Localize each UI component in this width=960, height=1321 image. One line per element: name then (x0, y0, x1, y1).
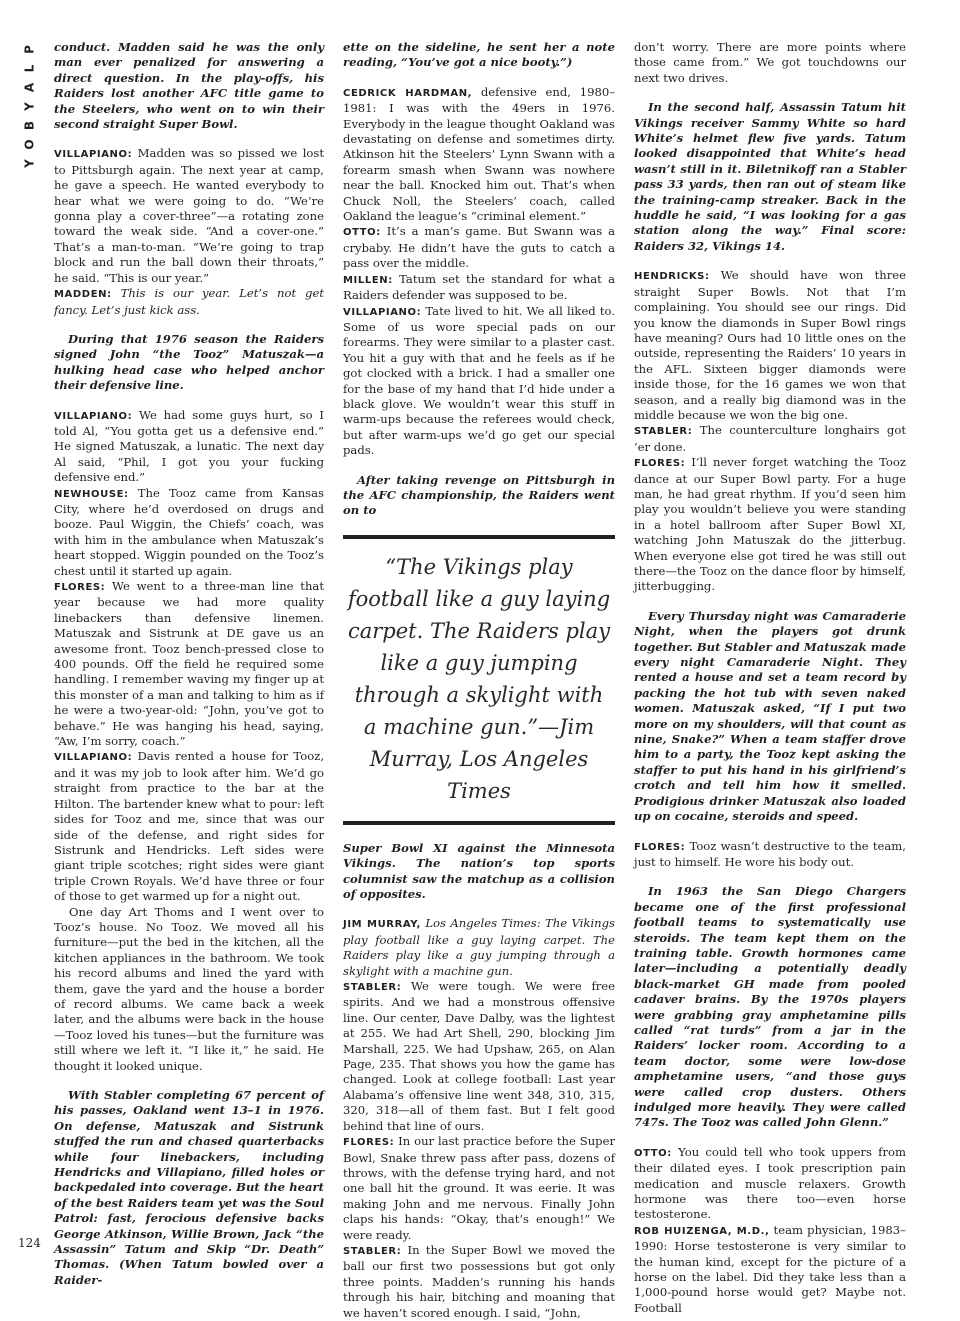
quote-paragraph (54, 749, 324, 904)
quote-paragraph (54, 408, 324, 486)
masthead-letter: B (22, 120, 37, 131)
speaker-name: HENDRICKS: (634, 271, 710, 283)
editorial-intro: conduct. Madden said he was the only man ever penalized for answering a direct question. In the play-offs, his Raiders lost another AFC title game to the Steelers, who went on to win their second straight Super Bowl. (54, 40, 324, 132)
column-1 (54, 40, 324, 1302)
editorial-intro: In the second half, Assassin Tatum hit Vikings receiver Sammy White so hard White’s helmet flew five yards. Tatum looked disappointed that White’s head wasn’t still in it. Biletnikoff ran a Stabler pass 33 yards, then ran out of steam like the training-camp streaker. Back in the huddle he said, “I was looking for a gas station along the way.” Final score: Raiders 32, Vikings 14. (634, 100, 906, 253)
speaker-name: VILLAPIANO: (343, 306, 422, 318)
masthead-letter: L (22, 64, 37, 73)
quote-paragraph (343, 1243, 615, 1321)
page-number: 124 (18, 1236, 41, 1250)
masthead-letter: Y (22, 159, 37, 168)
quote-paragraph (54, 146, 324, 286)
quote-paragraph (634, 839, 906, 871)
quote-text: Los Angeles Times: The Vikings play football like a guy laying carpet. The Raiders play like a guy jumping through a skylight with a machine gun. (343, 916, 615, 978)
quote-paragraph (343, 1134, 615, 1243)
quote-paragraph (343, 979, 615, 1134)
quote-text: defensive end, 1980–1981: I was with the 49ers in 1976. Everybody in the league thought Oakland was devastating on defense and sometimes dirty. Atkinson hit the Steelers’ Lynn Swann with a forearm smash when Swann was nowhere near the ball. Knocked him out. That’s when Chuck Noll, the Steelers’ coach, called Oakland the league’s “criminal element.” (343, 84, 616, 224)
quote-text: The Tooz came from Kansas City, where he’d overdosed on drugs and booze. Paul Wiggin, the Chiefs’ coach, was with him in the ambulance when Matuszak’s heart stopped. Wiggin pounded on the Tooz’s chest until it started up again. (54, 485, 324, 578)
speaker-name: FLORES: (54, 582, 106, 593)
editorial-intro: During that 1976 season the Raiders signed John “the Tooz” Matuszak—a hulking head case who helped anchor their defensive line. (54, 331, 324, 393)
quote-paragraph (634, 1145, 906, 1223)
masthead-letter: Y (22, 102, 37, 111)
speaker-name: VILLAPIANO: (54, 149, 133, 161)
speaker-name: CEDRICK HARDMAN, (343, 87, 473, 99)
body-paragraph: don’t worry. There are more points where those came from.” We got touchdowns our next two drives. (634, 40, 906, 85)
quote-text: Tatum set the standard for what a Raiders defender was supposed to be. (343, 271, 615, 303)
quote-text: team physician, 1983–1990: Horse testosterone is very similar to the human kind, except for the picture of a horse on the label. Did they take less than a 1,000-pound horse would get? Maybe not. Football (634, 1222, 906, 1315)
quote-text: I’ll never forget watching the Tooz dance at our Super Bowl party. For a huge man, he had great rhythm. If you’d seen him play you wouldn’t believe you were standing in a hotel ballroom after Super Bowl XI, watching John Matuszak do the jitterbug. When everyone else got tired he was still out there—the Tooz on the dance floor by himself, jitterbugging. (634, 455, 906, 594)
speaker-name: MILLEN: (343, 274, 393, 286)
speaker-name: STABLER: (343, 1245, 402, 1257)
body-paragraph: One day Art Thoms and I went over to Tooz’s house. No Tooz. We moved all his furniture—put the bed in the kitchen, all the kitchen appliances in the bathroom. We took his record albums and lined the yard with them, gave the yard and the house a border of record albums. We came back a week later, and the albums were back in the house—Tooz loved his tunes—but the furniture was still where we left it. “I like it,” he said. He thought it looked unique. (54, 904, 324, 1073)
quote-text: You could tell who took uppers from their dilated eyes. I took prescription pain medication and muscle relaxers. Growth hormone was there too—even horse testosterone. (634, 1144, 906, 1222)
editorial-intro: Every Thursday night was Camaraderie Night, when the players got drunk together. But Stabler and Matuszak made every night Camaraderie Night. They rented a house and set a team record by packing the hot tub with seven naked women. Matuszak asked, “If I put two more on my shoulders, will that count as nine, Snake?” When a team staffer drove him to a party, the Tooz kept asking the staffer to put his hand in his girlfriend’s crotch and tell him how it smelled. Prodigious drinker Matuszak also loaded up on cocaine, steroids and speed. (634, 608, 906, 824)
quote-text: We should have won three straight Super Bowls. Not that I’m complaining. You should see our rings. Did you know the diamonds in Super Bowl rings have meaning? Ours had 10 little ones on the outside, representing the Raiders’ 10 years in the AFL. Sixteen bigger diamonds were inside those, for the 16 games we won that season, and a really big diamond was in the middle because we won the big one. (634, 268, 906, 422)
speaker-name: ROB HUIZENGA, M.D., (634, 1225, 770, 1237)
quote-text: We went to a three-man line that year because we had more quality linebackers than defensive linemen. Matuszak and Sistrunk at DE gave us an awesome front. Tooz bench-pressed close to 400 pounds. Off the field he required some handling. I remember waving my finger up at this monster of a man and talking to him as if he were a two-year-old: “John, you’ve got to behave.” He was hanging his head, saying, “Aw, I’m sorry, coach.” (54, 579, 324, 749)
quote-text: The counterculture longhairs got ’er done. (634, 423, 906, 454)
playboy-masthead (18, 40, 42, 190)
quote-paragraph (343, 224, 615, 271)
speaker-name: VILLAPIANO: (54, 410, 133, 422)
speaker-name: STABLER: (343, 982, 402, 994)
quote-paragraph (54, 579, 324, 749)
speaker-name: FLORES: (634, 458, 686, 470)
quote-paragraph (343, 916, 615, 979)
quote-paragraph (54, 486, 324, 579)
quote-text: Tooz wasn’t destructive to the team, just to himself. He wore his body out. (634, 838, 906, 869)
speaker-name: OTTO: (634, 1147, 672, 1159)
quote-paragraph (634, 1223, 906, 1316)
quote-paragraph (634, 423, 906, 455)
speaker-name: MADDEN: (54, 289, 112, 301)
quote-text: We were tough. We were free spirits. And we had a monstrous offensive line. Our center, Dave Dalby, was the lightest at 255. We had Art Shell, 290, blocking Jim Marshall, 225. We had Upshaw, 265, on Alan Page, 235. That shows you how the game has changed. Look at college football: Last year Alabama’s offensive line went 348, 310, 315, 320, 318—all of them fast. But I felt good behind that line of ours. (343, 979, 615, 1133)
quote-text: Davis rented a house for Tooz, and it was my job to look after him. We’d go straight from practice to the bar at the Hilton. The bartender knew what to pour: left sides for Tooz and me, since that was our side of the defense, and right sides for Sistrunk and Hendricks. Left sides were giant triple scotches; right sides were giant triple Crown Royals. We’d have three or four of those to get warmed up for a night out. (54, 749, 324, 904)
speaker-name: NEWHOUSE: (54, 488, 129, 500)
editorial-intro: After taking revenge on Pittsburgh in the AFC championship, the Raiders went on to (343, 472, 615, 518)
editorial-intro: ette on the sideline, he sent her a note reading, “You’ve got a nice booty.”) (343, 40, 615, 70)
quote-text: We had some guys hurt, so I told Al, “You gotta get us a defensive end.” He signed Matuszak, a lunatic. The next day Al said, “Phil, I got you your fucking defensive end.” (54, 407, 324, 485)
editorial-intro: With Stabler completing 67 percent of his passes, Oakland went 13–1 in 1976. On defense, Matuszak and Sistrunk stuffed the run and chased quarterbacks while four linebackers, including Hendricks and Villapiano, filled holes or backpedaled into coverage. But the heart of the best Raiders team yet was the Soul Patrol: fast, ferocious defensive backs George Atkinson, Willie Brown, Jack “the Assassin” Tatum and Skip “Dr. Death” Thomas. (When Tatum bowled over a Raider- (54, 1088, 324, 1287)
quote-paragraph (343, 304, 615, 459)
speaker-name: STABLER: (634, 426, 693, 438)
speaker-name: OTTO: (343, 227, 381, 239)
column-2 (343, 40, 615, 1321)
quote-text: Madden was so pissed we lost to Pittsburgh again. The next year at camp, he gave a speech. He wanted everybody to hear what we were going to do. “We’re gonna play a cover-three”—a rotating zone toward the weak side. “And a cover-one.” That’s a man-to-man. “We’re going to trap block and run the ball down their throats,” he said. “This is our year.” (54, 146, 324, 285)
speaker-name: FLORES: (343, 1137, 395, 1149)
masthead-letter: A (22, 82, 37, 93)
speaker-name: JIM MURRAY, (343, 919, 421, 931)
quote-text: This is our year. Let’s not get fancy. Let’s just kick ass. (54, 286, 324, 317)
quote-paragraph (634, 268, 906, 423)
quote-paragraph (634, 455, 906, 595)
quote-text: In the Super Bowl we moved the ball our first two possessions but got only three points. Madden’s running his hands through his hair, bitching and moaning that we haven’t scored enough. I said, “John, (343, 1242, 615, 1320)
masthead-letter: P (22, 45, 37, 54)
editorial-intro: Super Bowl XI against the Minnesota Vikings. The nation’s top sports columnist saw the matchup as a collision of opposites. (343, 840, 615, 901)
quote-text: Tate lived to hit. We all liked to. Some of us wore special pads on our forearms. They were similar to a plaster cast. You hit a guy with that and he feels as if he got clocked with a brick. I had a smaller one for the base of my hand that I’d hide under a black glove. We wouldn’t wear this stuff in warm-ups because the referees would check, but after warm-ups we’d go get our special pads. (343, 303, 615, 458)
quote-text: In our last practice before the Super Bowl, Snake threw pass after pass, dozens of throws, with the defense trying hard, and not one ball hit the ground. It was eerie. It was making John and me nervous. Finally John claps his hands: “Okay, that’s enough!” We were ready. (343, 1134, 615, 1242)
quote-paragraph (54, 286, 324, 318)
quote-paragraph (343, 272, 615, 304)
speaker-name: FLORES: (634, 841, 686, 853)
column-3 (634, 40, 906, 1316)
editorial-intro: In 1963 the San Diego Chargers became one of the first professional football teams to systematically use steroids. The team kept them on the training table. Growth hormones came later—including a potentially deadly black-market GH made from pooled cadaver brains. By the 1970s players were grabbing gray amphetamine pills called “rat turds” from a jar in the Raiders’ locker room. According to a team doctor, some were low-dose amphetamine users, “and those guys were called crop dusters. Others indulged more heavily. They were called 747s. The Tooz was called John Glenn.” (634, 884, 906, 1130)
pull-quote: “The Vikings play football like a guy laying carpet. The Raiders play like a guy jumping through a skylight with a machine gun.”—Jim Murray, Los Angeles Times (343, 535, 615, 825)
quote-paragraph (343, 85, 615, 225)
quote-text: It’s a man’s game. But Swann was a crybaby. He didn’t have the guts to catch a pass over the middle. (343, 224, 615, 271)
masthead-letter: O (22, 139, 37, 150)
speaker-name: VILLAPIANO: (54, 752, 133, 764)
